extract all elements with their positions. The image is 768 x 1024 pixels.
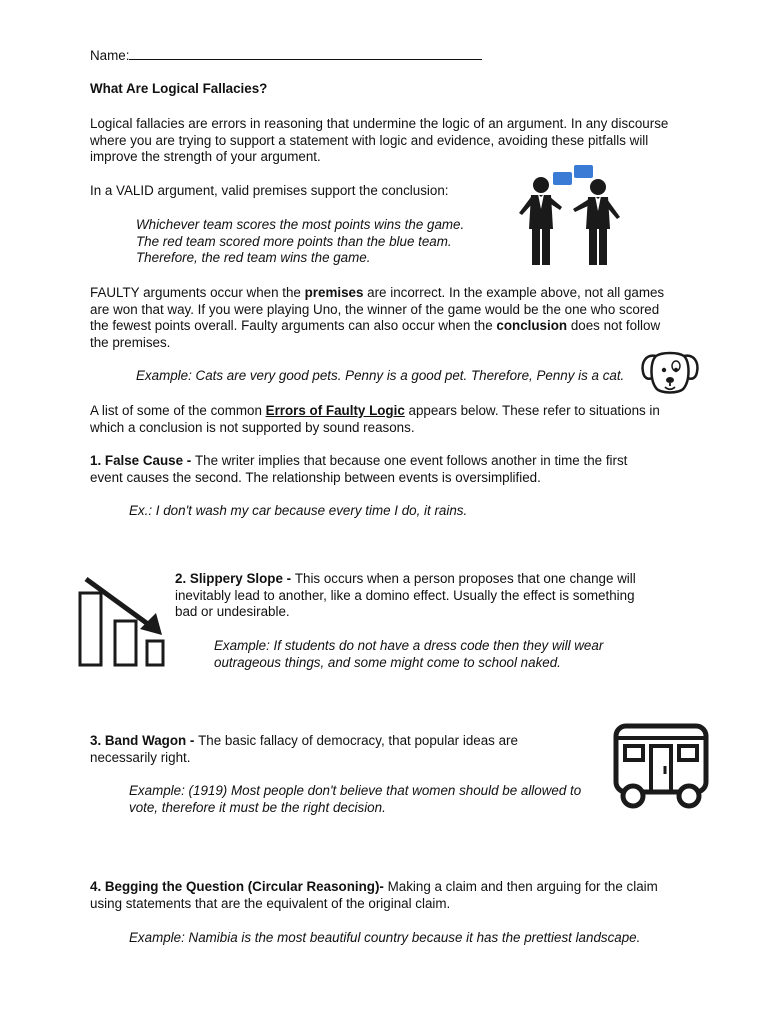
list-intro-text: appears below. These refer to situations in which a conclusion is not supported by sound reasons.	[90, 403, 660, 435]
errors-of-faulty-logic-link[interactable]: Errors of Faulty Logic	[265, 403, 405, 418]
premises-term: premises	[304, 285, 364, 300]
valid-example-line: Therefore, the red team wins the game.	[136, 250, 371, 265]
bus-icon	[611, 722, 711, 814]
fallacy-example: Example: Namibia is the most beautiful country because it has the prettiest landscape.	[129, 930, 641, 945]
faulty-text: are incorrect. In the example above, not all games are won that way. If you were playing Uno, the winner of the game would be the one who scored the fewest points overall. Faulty arguments can also occur when the	[90, 285, 665, 333]
faulty-text: does not follow the premises.	[90, 318, 661, 350]
fallacy-item	[175, 571, 660, 621]
list-intro	[90, 403, 670, 436]
name-label: Name:	[90, 48, 130, 63]
fallacy-text: The writer implies that because one event follows another in time the first event causes the second. The relationship between events is oversimplified.	[90, 453, 628, 485]
fallacy-text: This occurs when a person proposes that one change will inevitably lead to another, like a domino effect. Usually the effect is something bad or undesirable.	[175, 571, 636, 619]
fallacy-heading: 3. Band Wagon -	[90, 733, 199, 748]
fallacy-heading: 2. Slippery Slope -	[175, 571, 295, 586]
fallacy-example: Example: If students do not have a dress code then they will wear outrageous things, and some might come to school naked.	[214, 638, 604, 670]
faulty-text: FAULTY arguments occur when the	[90, 285, 305, 300]
declining-bar-chart-icon	[74, 573, 170, 669]
faulty-paragraph	[90, 285, 665, 351]
intro-paragraph: Logical fallacies are errors in reasoning that undermine the logic of an argument. In any discourse where you are trying to support a statement with logic and evidence, avoiding these pitfalls will improve the strength of your argument.	[90, 116, 669, 164]
name-field[interactable]	[90, 46, 482, 65]
fallacy-item	[90, 733, 560, 766]
fallacy-heading: 4. Begging the Question (Circular Reasoning)-	[90, 879, 388, 894]
fallacy-text: The basic fallacy of democracy, that popular ideas are necessarily right.	[90, 733, 518, 765]
faulty-example: Example: Cats are very good pets. Penny is a good pet. Therefore, Penny is a cat.	[136, 368, 625, 383]
valid-example-line: Whichever team scores the most points wins the game.	[136, 217, 465, 232]
list-intro-text: A list of some of the common	[90, 403, 266, 418]
people-talking-icon	[512, 163, 628, 267]
conclusion-term: conclusion	[496, 318, 568, 333]
fallacy-item	[90, 879, 680, 912]
valid-example	[136, 217, 506, 267]
fallacy-example: Example: (1919) Most people don't believe that women should be allowed to vote, therefore it must be the right decision.	[129, 783, 582, 815]
fallacy-heading: 1. False Cause -	[90, 453, 195, 468]
valid-argument-lead: In a VALID argument, valid premises support the conclusion:	[90, 183, 449, 198]
page-title: What Are Logical Fallacies?	[90, 81, 268, 96]
fallacy-example: Ex.: I don't wash my car because every time I do, it rains.	[129, 503, 468, 518]
valid-example-line: The red team scored more points than the blue team.	[136, 233, 452, 249]
fallacy-text: Making a claim and then arguing for the claim using statements that are the equivalent of the original claim.	[90, 879, 658, 911]
fallacy-item	[90, 453, 660, 486]
dog-face-icon	[640, 350, 700, 398]
name-blank-line[interactable]	[129, 46, 482, 60]
